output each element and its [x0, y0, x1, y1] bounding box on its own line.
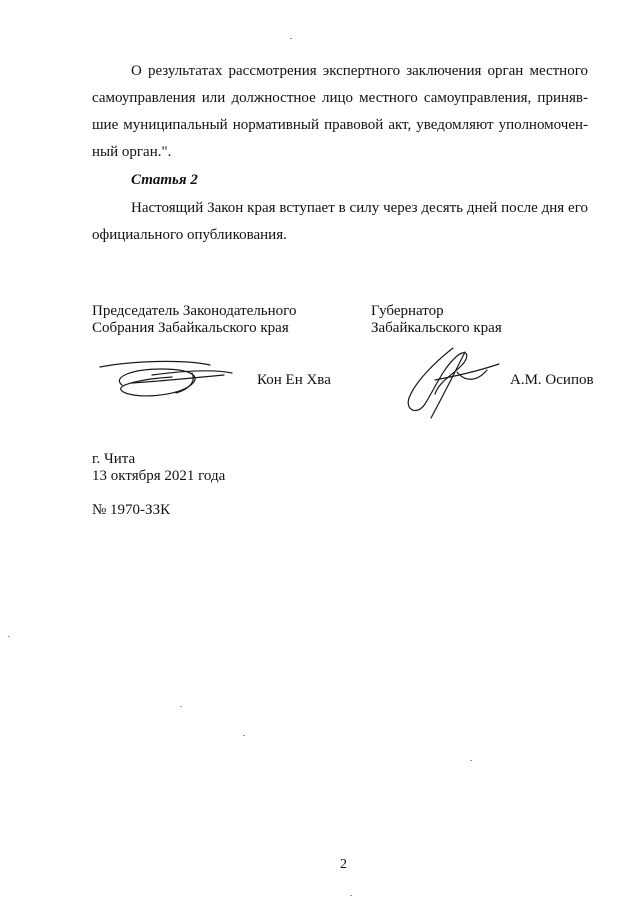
paragraph2-line2: официального опубликования.: [92, 227, 287, 243]
place: г. Чита: [92, 451, 136, 467]
right-signatory-title-line2: Забайкальского края: [371, 320, 502, 336]
scan-speck: [243, 735, 245, 736]
scan-speck: [8, 636, 10, 637]
scan-speck: [470, 760, 472, 761]
date: 13 октября 2021 года: [92, 468, 226, 484]
paragraph1-line3: шие муниципальный нормативный правовой акт, уведомляют уполномочен-: [92, 117, 588, 133]
paragraph2-line1: Настоящий Закон края вступает в силу через десять дней после дня его: [131, 200, 588, 216]
page-number: 2: [340, 857, 347, 872]
left-signatory-title-line1: Председатель Законодательного: [92, 303, 297, 319]
left-signature: [92, 355, 242, 405]
article-heading: Статья 2: [131, 172, 198, 188]
left-signatory-name: Кон Ен Хва: [257, 372, 331, 388]
scan-speck: [350, 895, 352, 896]
paragraph1-line1: О результатах рассмотрения экспертного заключения орган местного: [131, 63, 588, 79]
right-signatory-name: А.М. Осипов: [510, 372, 594, 388]
right-signature: [395, 342, 505, 422]
document-number: № 1970-ЗЗК: [92, 502, 171, 518]
scan-speck: [180, 706, 182, 707]
left-signatory-title-line2: Собрания Забайкальского края: [92, 320, 289, 336]
paragraph1-line2: самоуправления или должностное лицо местного самоуправления, приняв-: [92, 90, 588, 106]
right-signatory-title-line1: Губернатор: [371, 303, 444, 319]
scan-speck: [290, 38, 292, 39]
paragraph1-line4: ный орган.".: [92, 144, 172, 160]
